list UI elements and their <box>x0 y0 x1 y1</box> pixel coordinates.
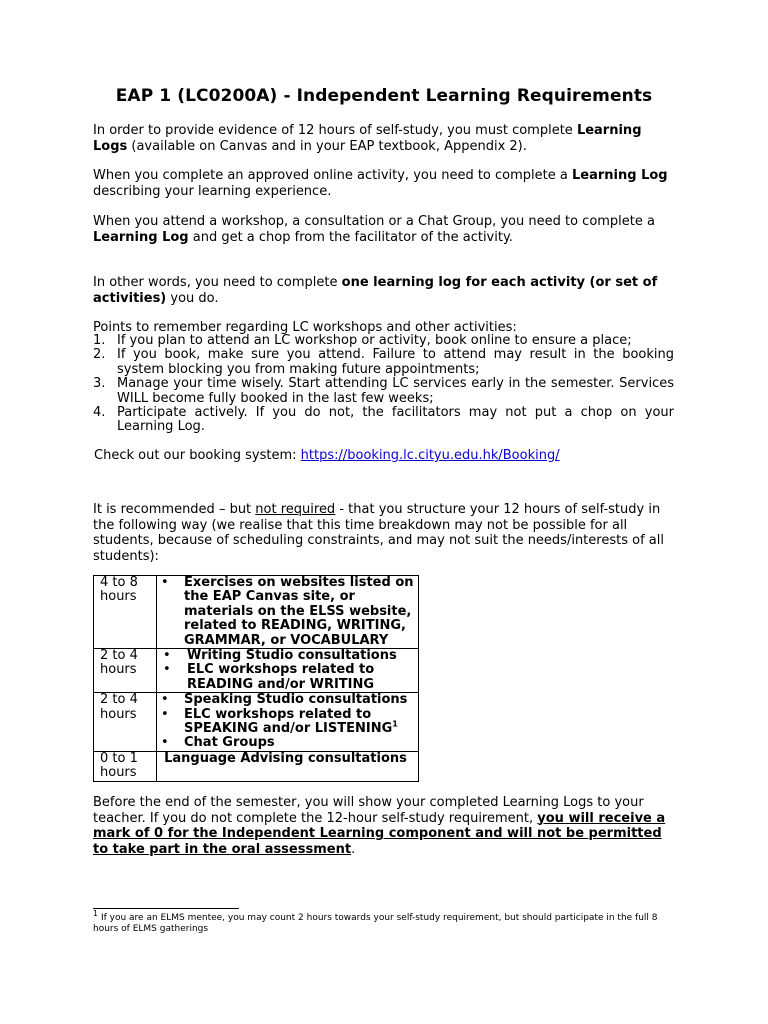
list-item: 1. If you plan to attend an LC workshop or activity, book online to ensure a place; <box>93 333 632 348</box>
paragraph-workshop: When you attend a workshop, a consultation or a Chat Group, you need to complete a Learning Log and get a chop from the facilitator of the activity. <box>93 214 655 245</box>
hours-cell: 2 to 4 hours <box>94 649 157 693</box>
footnote-reference: 1 <box>392 719 398 729</box>
study-plan-table <box>93 575 419 782</box>
paragraph-learning-logs: In order to provide evidence of 12 hours of self-study, you must complete Learning Logs (available on Canvas and in your EAP textbook, Appendix 2). <box>93 123 642 154</box>
hours-cell: 4 to 8 hours <box>94 576 157 649</box>
paragraph-closing: Before the end of the semester, you will show your completed Learning Logs to your teacher. If you do not complete the 12-hour self-study requirement, you will receive a mark of 0 for the Independent Learning component and will not be permitted to take part in the oral assessment. <box>93 795 666 857</box>
activity-item: • ELC workshops related to SPEAKING and/or LISTENING$^1$ <box>161 706 398 737</box>
table-row <box>94 649 419 693</box>
activity-item: • Writing Studio consultations <box>163 648 397 664</box>
hours-cell: 2 to 4 hours <box>94 693 157 752</box>
list-item: 4. Participate actively. If you do not, the facilitators may not put a chop on your Learning Log. <box>93 405 674 435</box>
paragraph-one-log-each: In other words, you need to complete one learning log for each activity (or set of activities) you do. <box>93 275 658 306</box>
paragraph-recommendation: It is recommended – but not required - that you structure your 12 hours of self-study in the following way (we realise that this time breakdown may not be possible for all students, because of scheduling constraints, and may not suit the needs/interests of all students): <box>93 502 664 564</box>
activity-item: • Speaking Studio consultations <box>161 692 408 708</box>
page-title: EAP 1 (LC0200A) - Independent Learning Requirements <box>115 86 653 106</box>
points-heading: Points to remember regarding LC workshops and other activities: <box>93 320 517 335</box>
hours-cell: 0 to 1 hours <box>94 751 157 781</box>
table-row <box>94 751 419 781</box>
activity-item: • Exercises on websites listed on the EAP Canvas site, or materials on the ELSS website, related to READING, WRITING, GRAMMAR, or VOCABULARY <box>161 575 414 648</box>
footnote-divider <box>93 908 239 909</box>
booking-link[interactable]: https://booking.lc.cityu.edu.hk/Booking/ <box>300 448 560 463</box>
activities-cell: Language Advising consultations <box>157 751 419 781</box>
activities-cell <box>157 649 419 693</box>
table-row <box>94 693 419 752</box>
activities-cell <box>157 576 419 649</box>
list-item: 3. Manage your time wisely. Start attending LC services early in the semester. Services WILL become fully booked in the last few weeks; <box>93 376 674 406</box>
points-list <box>93 334 674 435</box>
table-row <box>94 576 419 649</box>
footnote: $^1$ If you are an ELMS mentee, you may count 2 hours towards your self-study requirement, but should participate in the full 8 hours of ELMS gatherings <box>93 909 658 934</box>
activities-cell <box>157 693 419 752</box>
paragraph-online-activity: When you complete an approved online activity, you need to complete a Learning Log describing your learning experience. <box>93 168 668 199</box>
list-item: 2. If you book, make sure you attend. Failure to attend may result in the booking system blocking you from making future appointments; <box>93 347 674 377</box>
activity-item: • Chat Groups <box>161 735 275 751</box>
activity-item: • ELC workshops related to READING and/or WRITING <box>163 662 375 692</box>
booking-line: Check out our booking system: https://booking.lc.cityu.edu.hk/Booking/ <box>94 448 560 463</box>
